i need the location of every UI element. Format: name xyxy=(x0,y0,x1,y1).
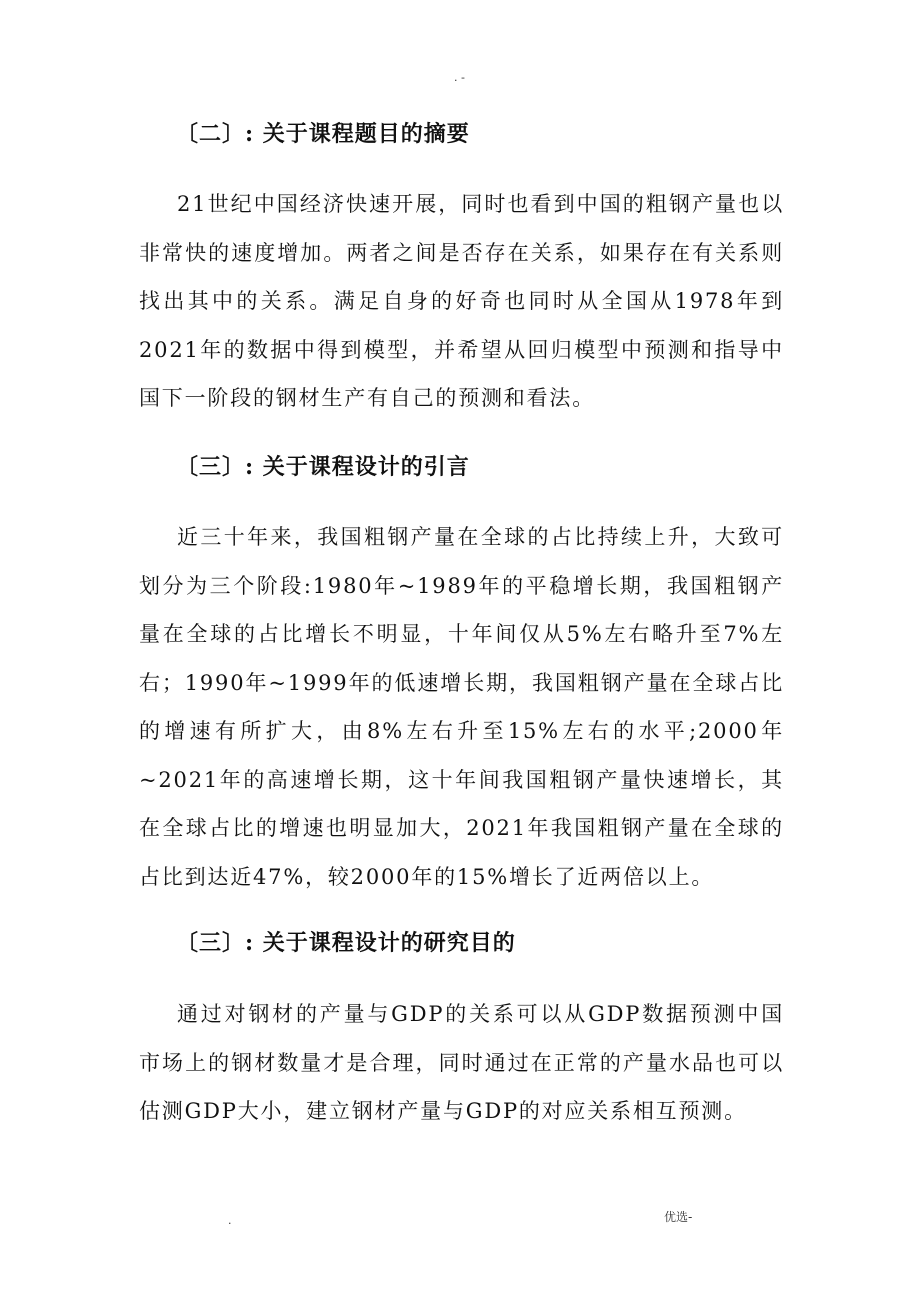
section-heading-abstract: 〔二〕: 关于课程题目的摘要 xyxy=(176,121,470,147)
header-mark: . - xyxy=(454,71,465,84)
section-paragraph-abstract: 21世纪中国经济快速开展，同时也看到中国的粗钢产量也以非常快的速度增加。两者之间是否存在关系，如果存在有关系则找出其中的关系。满足自身的好奇也同时从全国从1978年到2021年的数据中得到模型，并希望从回归模型中预测和指导中国下一阶段的钢材生产有自己的预测和看法。 xyxy=(139,192,784,410)
section-heading-research-purpose: 〔三〕: 关于课程设计的研究目的 xyxy=(176,930,516,956)
section-heading-introduction: 〔三〕: 关于课程设计的引言 xyxy=(176,454,470,480)
footer-label: 优选- xyxy=(664,1210,693,1224)
section-paragraph-research-purpose: 通过对钢材的产量与GDP的关系可以从GDP数据预测中国市场上的钢材数量才是合理，同时通过在正常的产量水品也可以估测GDP大小，建立钢材产量与GDP的对应关系相互预测。 xyxy=(139,1002,784,1123)
section-paragraph-introduction: 近三十年来，我国粗钢产量在全球的占比持续上升，大致可划分为三个阶段:1980年~1989年的平稳增长期，我国粗钢产量在全球的占比增长不明显，十年间仅从5%左右略升至7%左右；1990年~1999年的低速增长期，我国粗钢产量在全球占比的增速有所扩大，由8%左右升至15%左右的水平;2000年~2021年的高速增长期，这十年间我国粗钢产量快速增长，其在全球占比的增速也明显加大，2021年我国粗钢产量在全球的占比到达近47%，较2000年的15%增长了近两倍以上。 xyxy=(139,525,784,889)
footer-dot: . xyxy=(228,1214,232,1227)
